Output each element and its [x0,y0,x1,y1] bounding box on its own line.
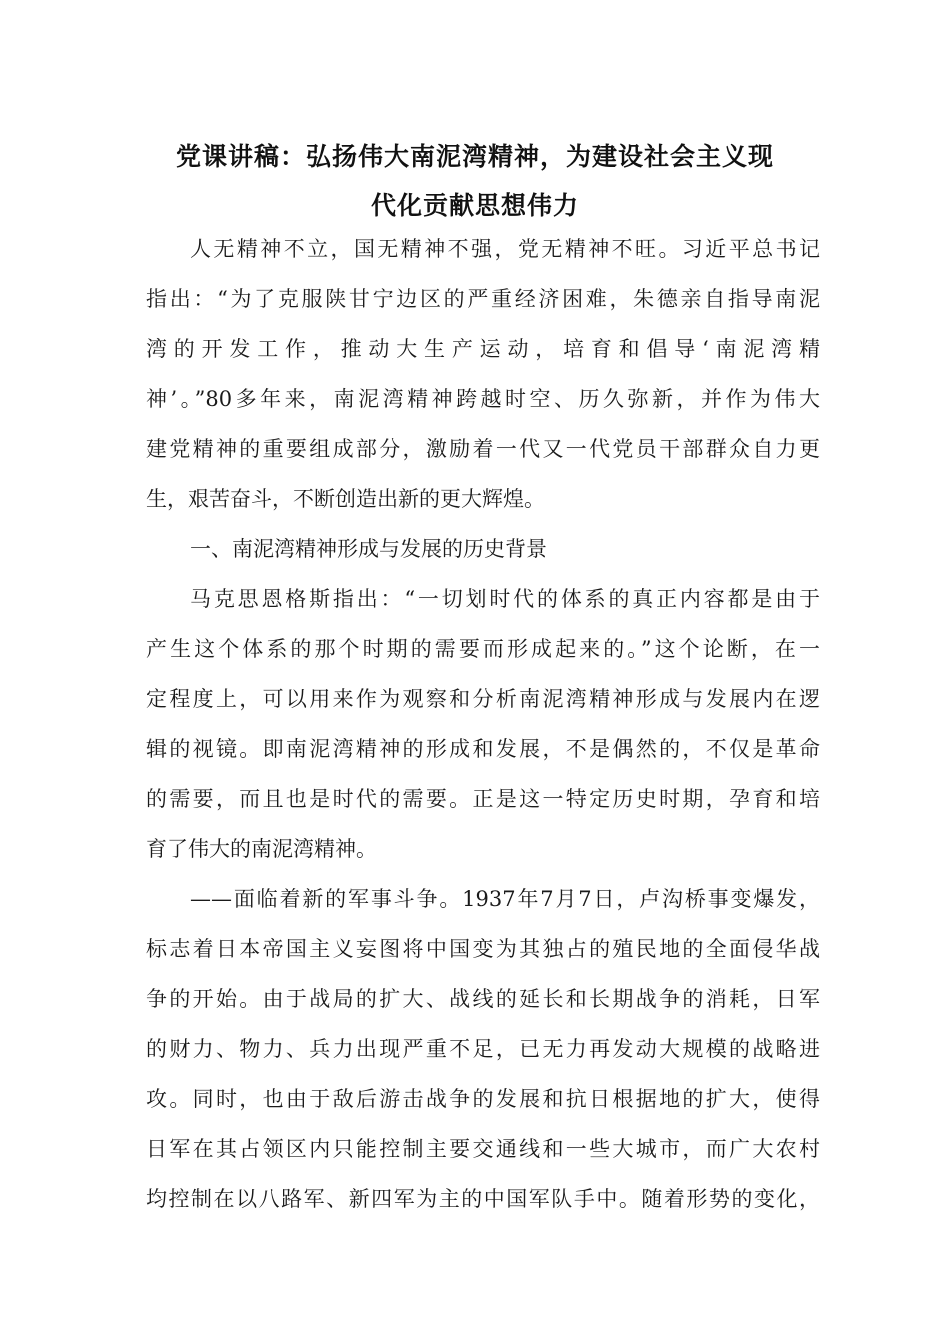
paragraph-1-line-6: 生，艰苦奋斗，不断创造出新的更大辉煌。 [146,487,545,511]
paragraph-1-line-3: 湾的开发工作，推动大生产运动，培育和倡导‘南泥湾精 [146,337,820,361]
paragraph-3-line-7: 均控制在以八路军、新四军为主的中国军队手中。随着形势的变化， [146,1187,820,1211]
paragraph-1-line-1: 人无精神不立，国无精神不强，党无精神不旺。习近平总书记 [190,237,820,261]
paragraph-3-line-4: 的财力、物力、兵力出现严重不足，已无力再发动大规模的战略进 [146,1037,820,1061]
document-title-line-2: 代化贡献思想伟力 [370,191,579,220]
paragraph-2-line-5: 的需要，而且也是时代的需要。正是这一特定历史时期，孕育和培 [146,787,820,811]
paragraph-3-line-2: 标志着日本帝国主义妄图将中国变为其独占的殖民地的全面侵华战 [146,937,820,961]
paragraph-3-line-6: 日军在其占领区内只能控制主要交通线和一些大城市，而广大农村 [146,1137,820,1161]
paragraph-2-line-3: 定程度上，可以用来作为观察和分析南泥湾精神形成与发展内在逻 [146,687,820,711]
paragraph-3-line-5: 攻。同时，也由于敌后游击战争的发展和抗日根据地的扩大，使得 [146,1087,820,1111]
paragraph-2-line-2: 产生这个体系的那个时期的需要而形成起来的。”这个论断，在一 [146,637,820,661]
paragraph-3-line-1: ——面临着新的军事斗争。1937年7月7日，卢沟桥事变爆发， [190,887,820,911]
paragraph-2-line-1: 马克思恩格斯指出：“一切划时代的体系的真正内容都是由于 [190,587,820,611]
paragraph-2-line-6: 育了伟大的南泥湾精神。 [146,837,377,861]
paragraph-3-line-3: 争的开始。由于战局的扩大、战线的延长和长期战争的消耗，日军 [146,987,820,1011]
section-heading-1: 一、南泥湾精神形成与发展的历史背景 [190,537,547,561]
paragraph-1-line-2: 指出：“为了克服陕甘宁边区的严重经济困难，朱德亲自指导南泥 [146,287,820,311]
paragraph-1-line-4: 神’。”80多年来，南泥湾精神跨越时空、历久弥新，并作为伟大 [146,387,820,411]
document-title-line-1: 党课讲稿：弘扬伟大南泥湾精神，为建设社会主义现 [175,142,774,171]
paragraph-1-line-5: 建党精神的重要组成部分，激励着一代又一代党员干部群众自力更 [146,437,820,461]
paragraph-2-line-4: 辑的视镜。即南泥湾精神的形成和发展，不是偶然的，不仅是革命 [146,737,820,761]
